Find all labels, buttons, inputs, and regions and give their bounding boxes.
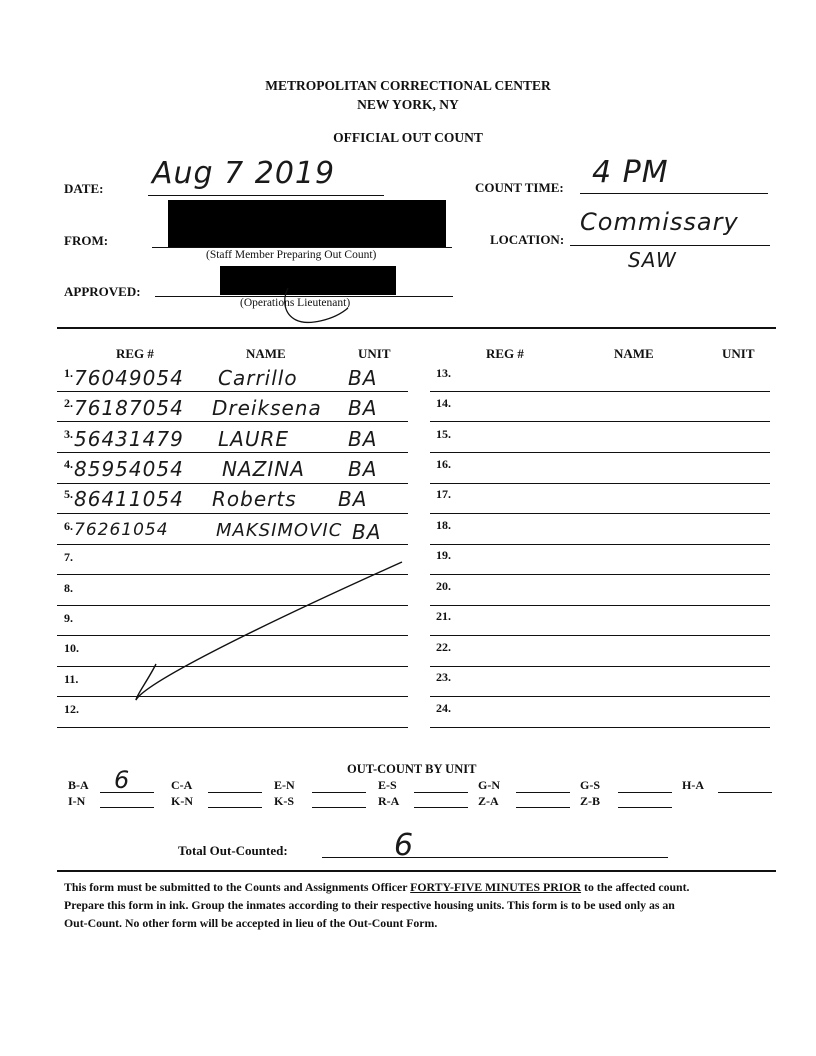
total-value: 6: [394, 828, 415, 863]
unit-blank: [414, 807, 468, 808]
unit-label: K-S: [274, 794, 295, 808]
header-unit-right: UNIT: [722, 346, 755, 361]
unit-label: E-S: [378, 778, 397, 792]
row-number: 7.: [64, 550, 73, 564]
unit-label: G-N: [478, 778, 500, 792]
row-line: [430, 696, 770, 697]
row-number: 19.: [436, 548, 451, 562]
from-label: FROM:: [64, 233, 109, 248]
redaction-bar: [168, 200, 446, 247]
count-time-value: 4 PM: [592, 155, 669, 190]
reg-number: 56431479: [74, 427, 184, 451]
unit-blank: [618, 792, 672, 793]
row-number: 14.: [436, 396, 451, 410]
row-line: [57, 513, 408, 514]
unit-code: BA: [348, 457, 378, 481]
row-line: [430, 635, 770, 636]
unit-blank: [312, 807, 366, 808]
location-value-2: SAW: [628, 248, 677, 272]
row-number: 17.: [436, 487, 451, 501]
count-time-line: [580, 193, 768, 194]
row-number: 20.: [436, 579, 451, 593]
unit-blank: [618, 807, 672, 808]
row-line: [57, 483, 408, 484]
header-unit-left: UNIT: [358, 346, 391, 361]
unit-blank: [718, 792, 772, 793]
footer-line-3: Out-Count. No other form will be accepted in lieu of the Out-Count Form.: [64, 916, 438, 930]
row-number: 3.: [64, 427, 73, 441]
row-number: 5.: [64, 487, 73, 501]
inmate-name: Carrillo: [218, 366, 298, 390]
footer-emphasis: FORTY-FIVE MINUTES PRIOR: [410, 880, 582, 894]
row-line: [57, 452, 408, 453]
signature-mark: [278, 286, 368, 328]
unit-code: BA: [338, 487, 368, 511]
row-number: 22.: [436, 640, 451, 654]
row-number: 16.: [436, 457, 451, 471]
unit-blank: [312, 792, 366, 793]
inmate-name: LAURE: [218, 427, 289, 451]
institution-city: NEW YORK, NY: [357, 97, 459, 112]
footer-text-1: This form must be submitted to the Counts and Assignments Officer: [64, 880, 411, 894]
row-line: [57, 421, 408, 422]
row-number: 9.: [64, 611, 73, 625]
unit-label: C-A: [171, 778, 193, 792]
location-label: LOCATION:: [490, 232, 565, 247]
unit-code: BA: [348, 396, 378, 420]
footer-line-2: Prepare this form in ink. Group the inmates according to their respective housing units. This form is to be used only as an: [64, 898, 675, 912]
reg-number: 76049054: [74, 366, 184, 390]
reg-number: 85954054: [74, 457, 184, 481]
row-line: [430, 605, 770, 606]
row-number: 15.: [436, 427, 451, 441]
unit-code: BA: [348, 427, 378, 451]
row-number: 1.: [64, 366, 73, 380]
row-line: [430, 391, 770, 392]
row-number: 11.: [64, 672, 79, 686]
row-line: [430, 513, 770, 514]
header-reg-right: REG #: [486, 346, 524, 361]
from-caption: (Staff Member Preparing Out Count): [206, 249, 377, 261]
row-line: [430, 483, 770, 484]
row-number: 18.: [436, 518, 451, 532]
row-line: [57, 391, 408, 392]
location-line: [570, 245, 770, 246]
inmate-name: Roberts: [212, 487, 297, 511]
location-value: Commissary: [580, 208, 739, 236]
footer-text-2: to the affected count.: [581, 880, 690, 894]
row-line: [430, 666, 770, 667]
form-title: OFFICIAL OUT COUNT: [333, 130, 483, 145]
inmate-name: NAZINA: [222, 457, 305, 481]
count-time-label: COUNT TIME:: [475, 180, 564, 195]
row-line: [57, 544, 408, 545]
date-label: DATE:: [64, 181, 104, 196]
date-line: [148, 195, 384, 196]
row-number: 10.: [64, 641, 79, 655]
reg-number: 86411054: [74, 487, 184, 511]
from-line: [152, 247, 452, 248]
inmate-name: MAKSIMOVIC: [216, 520, 343, 541]
row-number: 23.: [436, 670, 451, 684]
unit-blank: [208, 792, 262, 793]
row-line: [430, 544, 770, 545]
row-number: 2.: [64, 396, 73, 410]
header-name-left: NAME: [246, 346, 286, 361]
row-number: 8.: [64, 581, 73, 595]
institution-name: METROPOLITAN CORRECTIONAL CENTER: [265, 78, 551, 93]
unit-label: R-A: [378, 794, 400, 808]
date-value: Aug 7 2019: [152, 156, 336, 191]
header-name-right: NAME: [614, 346, 654, 361]
footer-instructions: [64, 878, 776, 932]
header-reg-left: REG #: [116, 346, 154, 361]
section-divider: [57, 327, 776, 329]
row-number: 12.: [64, 702, 79, 716]
row-line: [430, 574, 770, 575]
reg-number: 76187054: [74, 396, 184, 420]
total-label: Total Out-Counted:: [178, 843, 288, 858]
row-number: 24.: [436, 701, 451, 715]
unit-label: Z-A: [478, 794, 499, 808]
unit-label: E-N: [274, 778, 295, 792]
unit-label: G-S: [580, 778, 601, 792]
by-unit-title: OUT-COUNT BY UNIT: [347, 762, 477, 776]
approved-caption: (Operations Lieutenant): [240, 297, 351, 309]
inmate-name: Dreiksena: [212, 396, 322, 420]
unit-label: K-N: [171, 794, 193, 808]
unit-label: I-N: [68, 794, 86, 808]
unit-blank: [100, 807, 154, 808]
row-line: [430, 421, 770, 422]
row-number: 6.: [64, 519, 73, 533]
row-line: [57, 727, 408, 728]
unit-blank: [516, 807, 570, 808]
approved-label: APPROVED:: [64, 284, 141, 299]
row-line: [430, 452, 770, 453]
row-number: 4.: [64, 457, 73, 471]
reg-number: 76261054: [74, 520, 169, 540]
unit-code: BA: [348, 366, 378, 390]
unit-label: Z-B: [580, 794, 601, 808]
footer-line-1: [64, 878, 776, 896]
strike-checkmark: [126, 556, 416, 708]
unit-blank: [414, 792, 468, 793]
row-number: 13.: [436, 366, 451, 380]
unit-value: 6: [114, 766, 131, 794]
total-line: [322, 857, 668, 858]
row-line: [430, 727, 770, 728]
unit-label: B-A: [68, 778, 89, 792]
row-number: 21.: [436, 609, 451, 623]
unit-code: BA: [352, 520, 382, 544]
footer-divider: [57, 870, 776, 872]
unit-blank: [208, 807, 262, 808]
unit-label: H-A: [682, 778, 704, 792]
unit-blank: [516, 792, 570, 793]
